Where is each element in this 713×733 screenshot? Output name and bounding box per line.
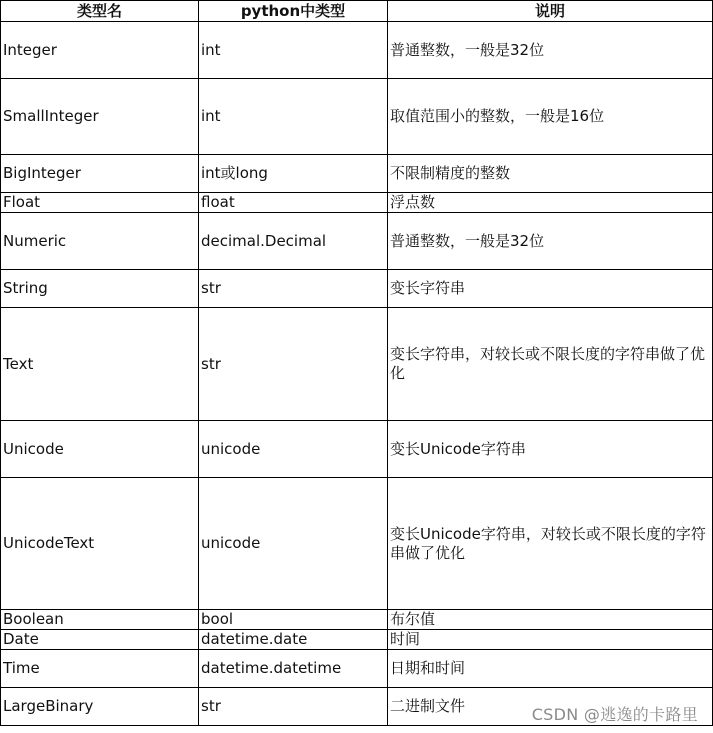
header-python-type: python中类型 [199, 1, 388, 22]
python-type-cell: int [199, 22, 388, 79]
type-cell: SmallInteger [1, 79, 199, 155]
description-cell: 二进制文件 [388, 688, 713, 726]
table-row [1, 155, 713, 193]
type-cell: Float [1, 193, 199, 213]
description-cell: 布尔值 [388, 610, 713, 630]
table-row [1, 610, 713, 630]
table-row [1, 213, 713, 270]
description-cell: 日期和时间 [388, 650, 713, 688]
description-cell: 普通整数，一般是32位 [388, 22, 713, 79]
type-cell: String [1, 270, 199, 308]
table-row [1, 308, 713, 421]
python-type-cell: int或long [199, 155, 388, 193]
python-type-cell: datetime.date [199, 630, 388, 650]
type-cell: Time [1, 650, 199, 688]
watermark: CSDN @逃逸的卡路里 [531, 705, 698, 724]
python-type-cell: datetime.datetime [199, 650, 388, 688]
python-type-cell: str [199, 688, 388, 726]
python-type-cell: unicode [199, 478, 388, 610]
table-row [1, 193, 713, 213]
type-cell: Unicode [1, 421, 199, 478]
description-cell: 变长Unicode字符串，对较长或不限长度的字符串做了优化 [388, 478, 713, 610]
table-row [1, 650, 713, 688]
table-row [1, 270, 713, 308]
description-cell: 变长字符串 [388, 270, 713, 308]
python-type-cell: str [199, 308, 388, 421]
header-row [1, 1, 713, 22]
type-cell: BigInteger [1, 155, 199, 193]
type-cell: Numeric [1, 213, 199, 270]
header-type-name: 类型名 [1, 1, 199, 22]
header-description: 说明 [388, 1, 713, 22]
type-cell: Integer [1, 22, 199, 79]
description-cell: 变长字符串，对较长或不限长度的字符串做了优化 [388, 308, 713, 421]
description-cell: 时间 [388, 630, 713, 650]
python-type-cell: int [199, 79, 388, 155]
type-cell: Boolean [1, 610, 199, 630]
python-type-cell: float [199, 193, 388, 213]
table-row [1, 421, 713, 478]
table-row [1, 79, 713, 155]
type-cell: Text [1, 308, 199, 421]
description-cell: 不限制精度的整数 [388, 155, 713, 193]
python-type-cell: bool [199, 610, 388, 630]
python-type-cell: unicode [199, 421, 388, 478]
table-row [1, 630, 713, 650]
table-row [1, 22, 713, 79]
type-cell: UnicodeText [1, 478, 199, 610]
description-cell: 取值范围小的整数，一般是16位 [388, 79, 713, 155]
table-row [1, 478, 713, 610]
description-cell: 普通整数，一般是32位 [388, 213, 713, 270]
python-type-cell: str [199, 270, 388, 308]
type-cell: Date [1, 630, 199, 650]
type-cell: LargeBinary [1, 688, 199, 726]
python-type-cell: decimal.Decimal [199, 213, 388, 270]
description-cell: 变长Unicode字符串 [388, 421, 713, 478]
description-cell: 浮点数 [388, 193, 713, 213]
